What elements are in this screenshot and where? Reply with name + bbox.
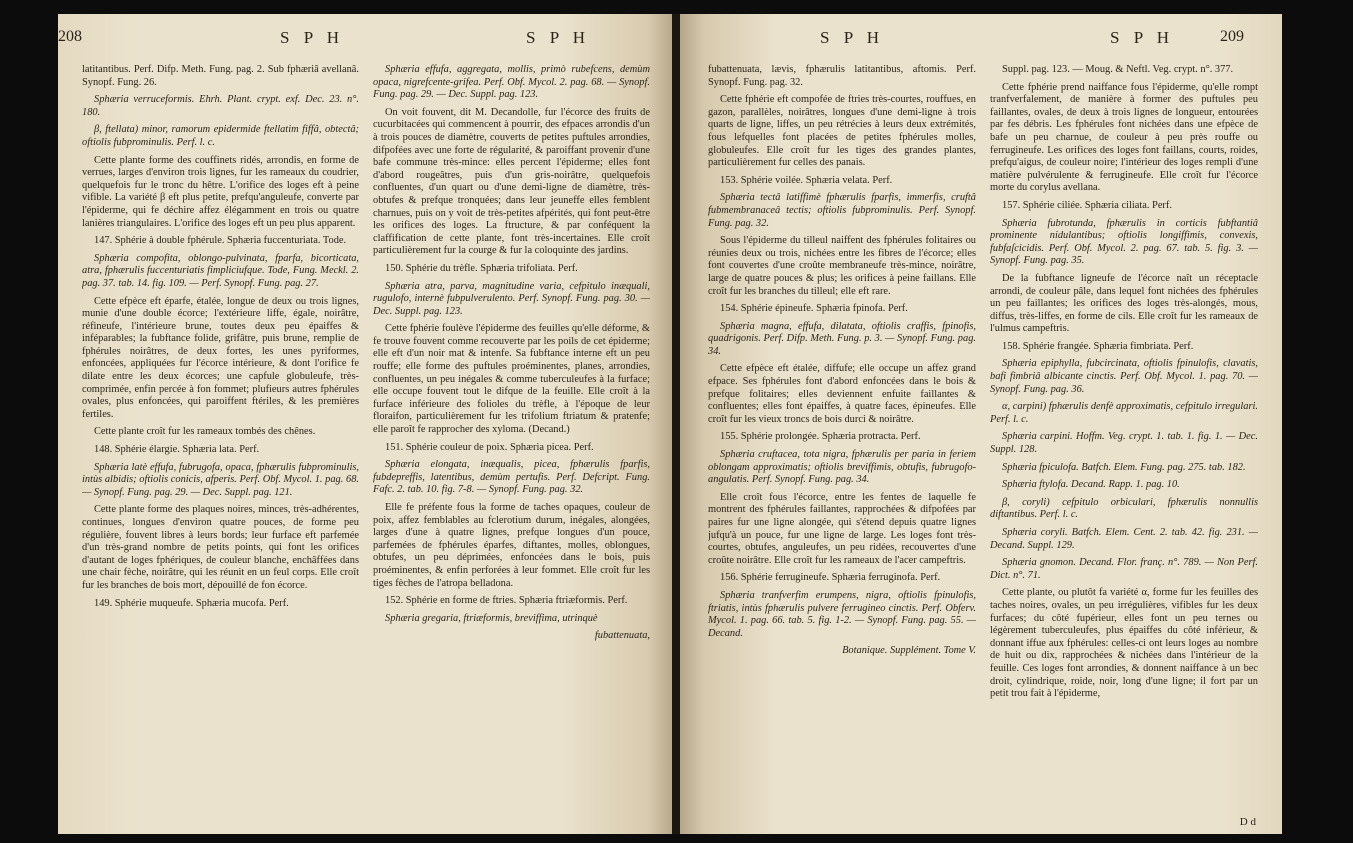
paragraph: Sphæria compofita, oblongo-pulvinata, fparfa, bicorticata, atra, fphærulis fuccenturiatis fimpliciufque. Tode, Fung. Meckl. 2. pag. 37. tab. 14. fig. 109. — Perf. Synopf. Fung. pag. 27. bbox=[82, 252, 359, 289]
paragraph: 158. Sphérie frangée. Sphæria fimbriata. Perf. bbox=[1002, 340, 1194, 352]
paragraph: Sphæria elongata, inæqualis, picea, fphærulis fparfis, fubdepreffis, latentibus, demùm pertufis. Perf. Defcript. Fung. Fafc. 2. tab. 10. fig. 7-8. — Synopf. Fung. pag. 32. bbox=[373, 459, 650, 496]
right-head-left: S P H bbox=[820, 28, 885, 47]
paragraph: Cette fphérie eft compofée de ftries très-courtes, rouffues, en gazon, parallèles, noirâtres, longues d'une demi-ligne à trois quarts de ligne, liffes, un peu rétrécies à leurs deux extrémités, fous lefquelles font placées de petites fphérules molles, globuleufes. Elle croît fur les tiges des grandes plantes, particulièrement fur celles des panais. bbox=[708, 94, 976, 169]
paragraph: 150. Sphérie du trèfle. Sphæria trifoliata. Perf. bbox=[385, 262, 578, 274]
left-column-2 bbox=[373, 64, 650, 824]
paragraph: Sphæria coryli. Batfch. Elem. Cent. 2. tab. 42. fig. 231. — Decand. Suppl. 129. bbox=[990, 527, 1258, 551]
left-running-head bbox=[58, 28, 672, 56]
right-column-1 bbox=[708, 64, 976, 824]
paragraph: 148. Sphérie élargie. Sphæria lata. Perf. bbox=[94, 444, 260, 456]
paragraph: fubattenuata, lævis, fphærulis latitantibus, aftomis. Perf. Synopf. Fung. pag. 32. bbox=[708, 64, 976, 88]
paragraph: Sphæria latè effufa, fubrugofa, opaca, fphærulis fubprominulis, intùs albidis; oftiolis conicis, afperis. Perf. Obf. Mycol. 1. pag. 68. — Synopf. Fung. pag. 29. — Dec. Suppl. pag. 121. bbox=[82, 461, 359, 498]
paragraph: Cette plante forme des plaques noires, minces, très-adhérentes, continues, longues d'environ quatre pouces, de forme peu régulière, fouvent libres à leurs bords; leur furface eft parfemée d'un très-grand nombre de petits points, qui font les orifices d'autant de loges fphériques, de couleur blanche, enchâffées dans une chair fèche, noirâtre, qui les réunit en un feul corps. Elle croît fur les branches de bois mort, dépouillé de fon écorce. bbox=[82, 504, 359, 591]
paragraph: Sphæria tranfverfim erumpens, nigra, oftiolis fpinulofis, ftriatis, intùs fphærulis pulvere ferrugineo cinctis. Perf. Obferv. Mycol. 1. pag. 66. tab. 5. fig. 1-2. — Synopf. Fung. pag. 55. — Decand. bbox=[708, 589, 976, 639]
paragraph: Sphæria gnomon. Decand. Flor. franç. n°. 789. — Non Perf. Dict. n°. 71. bbox=[990, 557, 1258, 581]
paragraph: 157. Sphérie ciliée. Sphæria ciliata. Perf. bbox=[1002, 199, 1172, 211]
paragraph: Sphæria magna, effufa, dilatata, oftiolis craffis, fpinofis, quadrigonis. Perf. Difp. Meth. Fung. p. 3. — Synopf. Fung. pag. 34. bbox=[708, 320, 976, 357]
paragraph: Sous l'épiderme du tilleul naiffent des fphérules folitaires ou réunies deux ou trois, nichées entre les fibres de l'écorce; elles font couvertes d'une croûte membraneufe très-mince, noirâtre, large de quatre pouces & plus; les orifices à peine faillans. Elle croît fur les branches du tilleul; elle eft rare. bbox=[708, 235, 976, 297]
paragraph: Sphæria verruceformis. Ehrh. Plant. crypt. exf. Dec. 23. n°. 180. bbox=[82, 94, 359, 118]
paragraph: Suppl. pag. 123. — Moug. & Neftl. Veg. crypt. n°. 377. bbox=[1002, 64, 1234, 75]
paragraph: Sphæria atra, parva, magnitudine varia, cefpitulo inæquali, rugulofo, internè fubpulverulento. Perf. Synopf. Fung. pag. 30. — Dec. Suppl. pag. 123. bbox=[373, 280, 650, 317]
paragraph: Cette plante forme des couffinets ridés, arrondis, en forme de verrues, larges d'environ trois lignes, fur les rameaux du coudrier, quelquefois fur le tronc du hêtre. L'orifice des loges eft à peine vifible. La variété β eft plus petite, prefqu'anguleufe, converte par l'épiderme, qui fe déchire affez élégamment en trois ou quatre lanières triangulaires. L'orifice des loges eft un peu plus apparent. bbox=[82, 154, 359, 229]
paragraph: Cette efpèce eft étalée, diffufe; elle occupe un affez grand efpace. Ses fphérules font d'abord enfoncées dans le bois & prefque folitaires; elles deviennent enfuite faillantes & confluentes; elles font épaiffes, à quatre faces, épineufes. Elle croît fur les vieux troncs de bois durci & noirâtre. bbox=[708, 363, 976, 425]
paragraph: Sphæria fpiculofa. Batfch. Elem. Fung. pag. 275. tab. 182. bbox=[1002, 461, 1246, 473]
right-page bbox=[680, 14, 1282, 834]
paragraph: Sphæria gregaria, ftriæformis, breviffima, utrinquè bbox=[385, 612, 598, 624]
paragraph: 151. Sphérie couleur de poix. Sphæria picea. Perf. bbox=[385, 441, 594, 453]
paragraph: Cette plante croît fur les rameaux tombés des chênes. bbox=[94, 426, 316, 438]
right-head-right: S P H bbox=[1110, 28, 1175, 47]
paragraph: Cette efpèce eft éparfe, étalée, longue de deux ou trois lignes, munie d'une double écorce; l'extérieure liffe, égale, noirâtre, réfineufe, l'intérieure brune, toutes deux peu épaiffes & inféparables; la fubftance folide, grifâtre, puis brune, remplie de fphérules noirâtres, de deux fortes, les unes pyriformes, enfoncées, appliquées fur l'écorce intérieure, & dont l'orifice fe dilate entre les deux écorces; une capfule globuleufe, très-comprimée, enfin percée à fon fommet; plufieurs autres fphérules ovales, plus enfoncées, qui paroiffent ftériles, & les premières fertiles. bbox=[82, 295, 359, 420]
paragraph: α, carpini) fphærulis denfè approximatis, cefpitulo irregulari. Perf. l. c. bbox=[990, 401, 1258, 425]
book-gutter bbox=[672, 14, 680, 834]
paragraph: Cette fphérie foulève l'épiderme des feuilles qu'elle déforme, & fe trouve fouvent comme recouverte par les poils de cet épiderme; elle eft d'un noir mat & intenfe. Sa fubftance interne eft un peu rouffe; elle forme des puftules proéminentes, planes, arrondies, confluentes, un peu inégales & comme tuberculeufes à la furface; elle occupe fouvent tout le difque de la feuille. Elle croît à la furface inférieure des folioles du trèfle, à l'époque de leur floraifon, particulièrement fur les trifolium ftriatum & pratenfe; elle paroît fe rapprocher des xyloma. (Decand.) bbox=[373, 323, 650, 436]
paragraph: 147. Sphérie à double fphérule. Sphæria fuccenturiata. Tode. bbox=[94, 235, 347, 247]
paragraph: 155. Sphérie prolongée. Sphæria protracta. Perf. bbox=[720, 431, 921, 443]
left-head-right: S P H bbox=[526, 28, 591, 47]
paragraph: latitantibus. Perf. Difp. Meth. Fung. pag. 2. Sub fphæriâ avellanâ. Synopf. Fung. 26. bbox=[82, 64, 359, 88]
column-catchword: Botanique. Supplément. Tome V. bbox=[842, 645, 976, 657]
paragraph: Sphæria fubrotunda, fphærulis in corticis fubftantiâ prominente nidulantibus; oftiolis longiffimis, convexis, fubfaſcicidis. Perf. Obf. Mycol. 2. pag. 67. tab. 5. fig. 3. — Synopf. Fung. pag. 35. bbox=[990, 217, 1258, 267]
left-head-center: S P H bbox=[280, 28, 345, 47]
right-running-head bbox=[680, 28, 1282, 56]
paragraph: De la fubftance ligneufe de l'écorce naît un réceptacle arrondi, de couleur pâle, dans lequel font nichées des fphérules un peu faillantes; les orifices des loges très-alongés, mous, diffus, très-liffes, en forme de cils. Elle croît fur les rameaux de l'ulmus campeftris. bbox=[990, 272, 1258, 335]
paragraph: β, coryli) cefpitulo orbiculari, fphærulis nonnullis diftantibus. Perf. l. c. bbox=[990, 496, 1258, 521]
left-page-number: 208 bbox=[58, 28, 82, 45]
paragraph: Cette fphérie prend naiffance fous l'épiderme, qu'elle rompt tranfverfalement, de manière à former des puftules peu faillantes, ovales, de deux à trois lignes de longueur, entourées par fes débris. Les fphérules font nichées dans une efpèce de bafe un peu charnue, de couleur à peu près rouffe ou ferrugineufe. Les orifices des loges font faillans, courts, roides, prefqu'aigus, de couleur noire; l'intérieur des loges rempli d'une matière pulvérulente & ferrugineufe. Elle croît fur l'écorce morte du corylus avellana. bbox=[990, 81, 1258, 194]
paragraph: Sphæria effufa, aggregata, mollis, primò rubefcens, demùm opaca, nigrefcente-grifea. Perf. Obf. Mycol. 2. pag. 68. — Synopf. Fung. pag. 29. — Dec. Suppl. pag. 123. bbox=[373, 64, 650, 101]
paragraph: Sphæria epiphylla, fubcircinata, oftiolis fpinulofis, clavatis, bafi fimbriâ albicante cinctis. Perf. Obf. Mycol. 1. pag. 70. — Synopf. Fung. pag. 36. bbox=[990, 358, 1258, 395]
right-page-number: 209 bbox=[1220, 28, 1244, 45]
paragraph: Cette plante, ou plutôt fa variété α, forme fur les feuilles des taches noires, ovales, un peu irrégulières, vifibles fur les deux furfaces; du côté fupérieur, elles font un peu ternes ou légèrement tuberculeufes, plus épaiffes du côté inférieur, & donnant iffue aux fphérules: celles-ci ont leurs loges au nombre de huit ou dix, rapprochées & nichées dans l'intérieur de la feuille. Ces loges font arrondies, & donnent naiffance à un bec droit, cylindrique, roide, noir, long d'une ligne; il fort par un petit trou fait à l'épiderme, bbox=[990, 587, 1258, 700]
paragraph: Sphæria carpini. Hoffm. Veg. crypt. 1. tab. 1. fig. 1. — Dec. Suppl. 128. bbox=[990, 431, 1258, 456]
paragraph: Sphæria ftylofa. Decand. Rapp. 1. pag. 10. bbox=[1002, 479, 1180, 491]
paragraph: 153. Sphérie voilée. Sphæria velata. Perf. bbox=[720, 174, 893, 186]
paragraph: 154. Sphérie épineufe. Sphæria fpinofa. Perf. bbox=[720, 303, 908, 315]
paragraph: Sphæria tectâ latiffimè fphærulis fparfis, immerfis, cruftâ fubmembranaceâ tectis; oftiolis fubprominulis. Perf. Synopf. Fung. pag. 32. bbox=[708, 192, 976, 229]
right-column-2 bbox=[990, 64, 1258, 824]
paragraph: β, ftellata) minor, ramorum epidermide ftellatim fiffâ, obtectâ; oftiolis fubprominulis. Perf. l. c. bbox=[82, 124, 359, 148]
paragraph: Sphæria cruftacea, tota nigra, fphærulis per paria in feriem oblongam approximatis; oftiolis breviffimis, obtufis, fubrugofo-angulatis. Perf. Synopf. Fung. pag. 34. bbox=[708, 449, 976, 486]
paragraph: On voit fouvent, dit M. Decandolle, fur l'écorce des fruits de cucurbitacées qui commencent à pourrir, des efpaces arrondis d'un à trois pouces de diamètre, couverts de petites puftules arrondies, difpofées avec une forte de régularité, & paroiffant provenir d'une bafe commune très-mince: elles percent l'épiderme; elles font d'abord rougeâtres, puis d'un gris-noirâtre, quelquefois confluentes, d'un quart ou d'une demi-ligne de diamètre, très-obtufes & prefque tronquées; dans leur jeuneffe elles femblent charnues, puis on y voit de très-petites afpérités, qui font peut-être les orifices des loges. La ftructure, & par conféquent la claffification de cette plante, font très-incertaines. Elle croît particulièrement fur la courge & fur la coloquinte des jardins. bbox=[373, 106, 650, 257]
paragraph: 149. Sphérie muqueufe. Sphæria mucofa. Perf. bbox=[94, 597, 289, 609]
signature-mark: D d bbox=[1239, 816, 1256, 828]
paragraph: Elle fe préfente fous la forme de taches opaques, couleur de poix, affez femblables au fclerotium durum, inégales, alongées, larges d'une à quatre lignes, prefque longues d'un pouce, parfemées de fphérules éparfes, diftantes, molles, oblongues, obtufes, un peu déprimées, enfoncées dans le bois, puis proéminentes, & enfin perforées à leur fommet. Elle croît fur les tiges fèches de l'atropa belladona. bbox=[373, 502, 650, 589]
left-page bbox=[58, 14, 672, 834]
paragraph: 156. Sphérie ferrugineufe. Sphæria ferruginofa. Perf. bbox=[720, 572, 941, 584]
column-catchword: fubattenuata, bbox=[594, 630, 650, 642]
paragraph: 152. Sphérie en forme de ftries. Sphæria ftriæformis. Perf. bbox=[385, 595, 628, 607]
left-column-1 bbox=[82, 64, 359, 824]
paragraph: Elle croît fous l'écorce, entre les fentes de laquelle fe montrent des fphérules faillantes, rapprochées & difpofées par paires fur une ligne alongée, qui s'étend depuis quatre lignes jufqu'à un pouce, fur une ligne de large. Les loges font très-courtes, obtufes, anguleufes, un peu ridées, recouvertes d'une croûte noirâtre. Elle croît fur les rameaux de l'acer campeftris. bbox=[708, 491, 976, 566]
